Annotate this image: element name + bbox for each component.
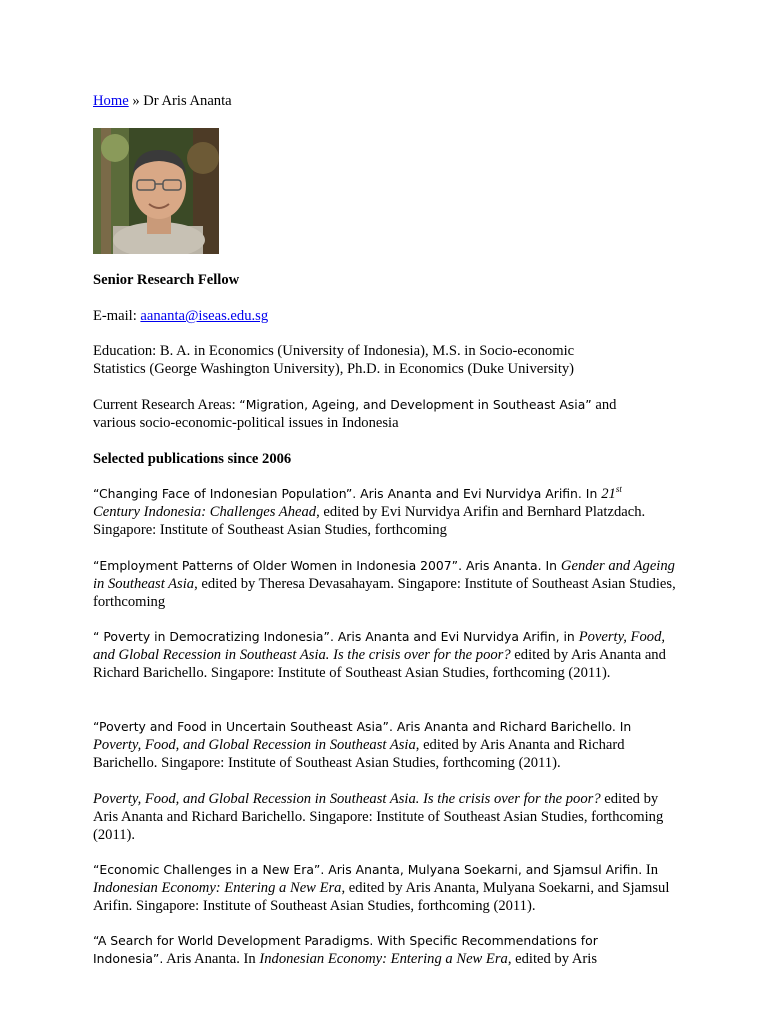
publications-heading: Selected publications since 2006 xyxy=(93,451,292,467)
publication-title: “ Poverty in Democratizing Indonesia”. Aris Ananta and Evi Nurvidya Arifin, in xyxy=(93,629,579,644)
publication-book: Gender and Ageing in Southeast Asia xyxy=(93,558,675,592)
publication-details: , edited by Aris xyxy=(507,951,598,967)
publication-details: edited by Aris Ananta and Richard Barichello. Singapore: Institute of Southeast Asian Studies, forthcoming (2011). xyxy=(93,647,666,681)
publication-details: , edited by Theresa Devasahayam. Singapore: Institute of Southeast Asian Studies, forthcoming xyxy=(93,576,676,610)
publication-details: , edited by Aris Ananta, Mulyana Soekarni, and Sjamsul Arifin. Singapore: Institute of Southeast Asian Studies, forthcoming (2011). xyxy=(93,880,670,914)
publication-title: “Economic Challenges in a New Era”. Aris Ananta, Mulyana Soekarni, and Sjamsul Arifin. xyxy=(93,862,643,877)
publication-book: 21st Century Indonesia: Challenges Ahead xyxy=(93,484,622,520)
ordinal-suffix: st xyxy=(615,484,622,494)
research-label: Current Research Areas: xyxy=(93,397,240,413)
publication-title: “Changing Face of Indonesian Population”. Aris Ananta and Evi Nurvidya Arifin. In xyxy=(93,486,602,501)
publication-item xyxy=(93,932,653,968)
email-label: E-mail: xyxy=(93,308,141,324)
publication-item xyxy=(93,557,678,611)
breadcrumb-current: Dr Aris Ananta xyxy=(143,93,232,109)
publication-book: Indonesian Economy: Entering a New Era xyxy=(93,880,342,896)
breadcrumb-separator: » xyxy=(128,93,144,109)
publication-book: Poverty, Food, and Global Recession in Southeast Asia. Is the crisis over for the poor? xyxy=(93,629,666,663)
publication-book: Poverty, Food, and Global Recession in Southeast Asia. Is the crisis over for the poor? xyxy=(93,791,601,807)
publication-title: “Poverty and Food in Uncertain Southeast Asia”. Aris Ananta and Richard Barichello. In xyxy=(93,719,632,734)
publication-book: Poverty, Food, and Global Recession in Southeast Asia xyxy=(93,737,416,753)
publication-item xyxy=(93,790,683,844)
profile-photo xyxy=(93,128,219,254)
education-paragraph xyxy=(93,342,628,378)
publication-details: , edited by Evi Nurvidya Arifin and Bernhard Platzdach. Singapore: Institute of Southeast Asian Studies, forthcoming xyxy=(93,504,646,538)
research-areas-paragraph xyxy=(93,396,663,432)
publication-title: “Employment Patterns of Older Women in Indonesia 2007”. Aris Ananta. In xyxy=(93,558,561,573)
research-quote: “Migration, Ageing, and Development in Southeast Asia” xyxy=(239,397,592,412)
research-rest: and various socio-economic-political issues in Indonesia xyxy=(93,397,617,431)
education-text: B. A. in Economics (University of Indonesia), M.S. in Socio-economic Statistics (George Washington University), Ph.D. in Economics (Duke University) xyxy=(93,343,575,377)
position-title: Senior Research Fellow xyxy=(93,272,240,288)
publication-item: “Economic Challenges in a New Era”. Aris Ananta, Mulyana Soekarni, and Sjamsul Arifin. In Indonesian Economy: Entering a New Era, edited by Aris Ananta, Mulyana Soekarni, and Sjamsul Arifin. Singapore: Institute of Southeast Asian Studies, forthcoming (2011). xyxy=(93,862,670,914)
education-label: Education: xyxy=(93,343,160,359)
publication-item xyxy=(93,718,668,772)
publication-details: edited by Aris Ananta and Richard Barichello. Singapore: Institute of Southeast Asian Studies, forthcoming (2011). xyxy=(93,791,664,843)
breadcrumb xyxy=(93,92,232,110)
home-link[interactable]: Home xyxy=(93,93,129,109)
publication-item xyxy=(93,485,658,539)
publication-item xyxy=(93,628,683,682)
publication-title: “A Search for World Development Paradigms. With Specific Recommendations for Indonesia”. xyxy=(93,933,598,966)
publication-details: , edited by Aris Ananta and Richard Barichello. Singapore: Institute of Southeast Asian Studies, forthcoming (2011). xyxy=(93,737,625,771)
publication-book: Indonesian Economy: Entering a New Era xyxy=(259,951,508,967)
publication-author: Aris Ananta. In xyxy=(163,951,260,967)
email-link[interactable]: aananta@iseas.edu.sg xyxy=(140,308,269,324)
email-line xyxy=(93,307,683,325)
